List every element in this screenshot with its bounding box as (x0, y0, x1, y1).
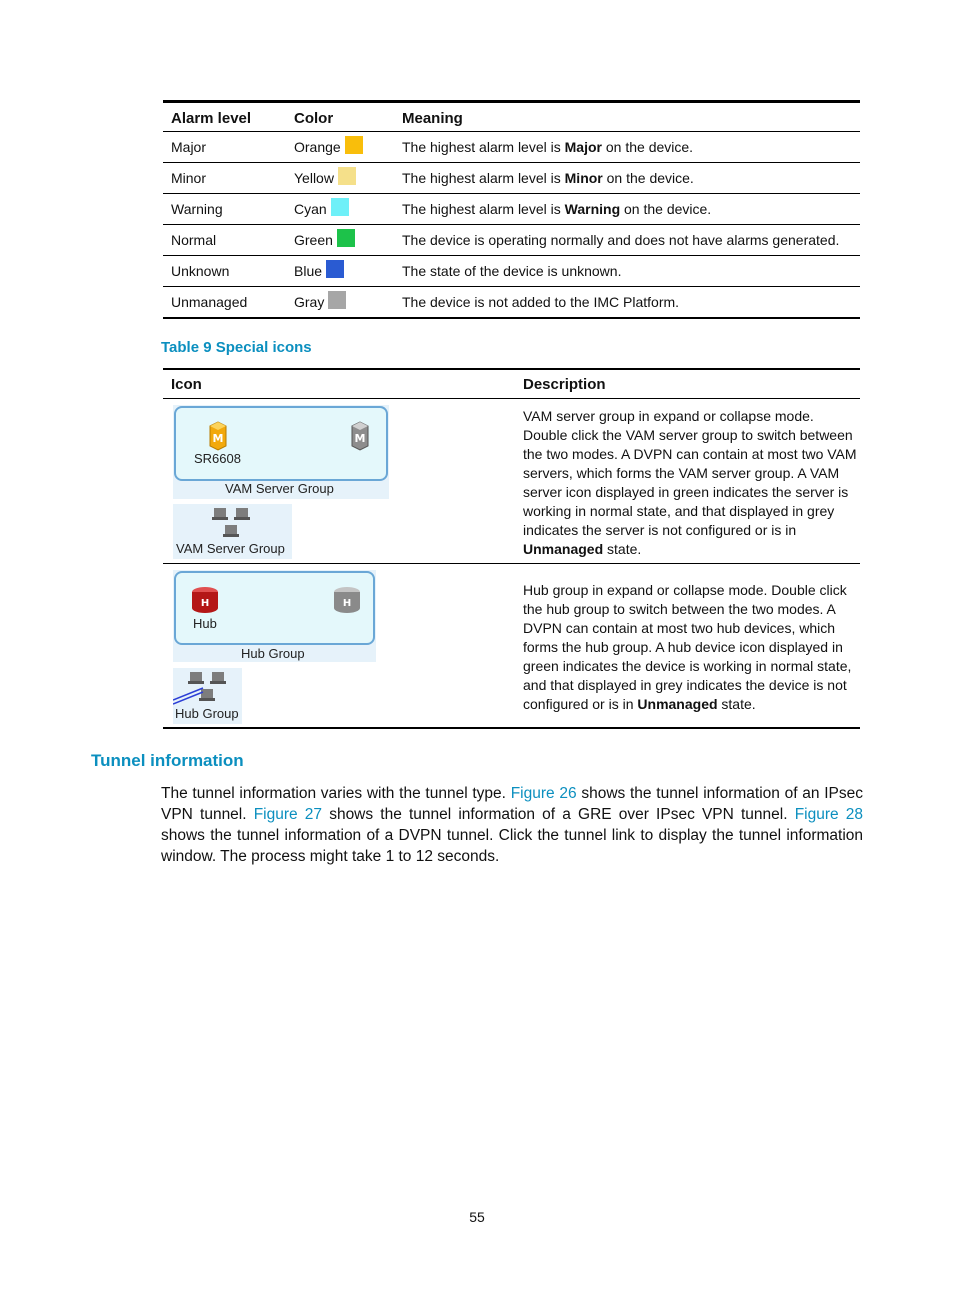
table-row (163, 163, 860, 194)
section-paragraph (161, 783, 863, 867)
vam-device-label: SR6608 (194, 451, 241, 466)
svg-text:H: H (342, 598, 352, 609)
color-name: Gray (294, 294, 325, 310)
green-swatch-icon (337, 229, 355, 247)
hub-description-bold: Unmanaged (637, 696, 718, 712)
meaning-text: The device is not added to the IMC Platform. (402, 294, 680, 310)
color-cell (294, 138, 402, 156)
color-cell (294, 262, 402, 280)
figure-26-link[interactable]: Figure 26 (510, 785, 577, 802)
table-row (163, 132, 860, 163)
table-row (163, 287, 860, 317)
hub-collapsed-devices-icon (173, 670, 233, 706)
hub-description-text: Hub group in expand or collapse mode. Double click the hub group to switch between the two modes. A DVPN can contain at most two hub devices, which forms the hub group. A hub device icon displayed in green indicates the device is working in normal state, and that displayed in grey indicates the device is not configured or is in (523, 582, 852, 712)
meaning-cell (402, 263, 860, 279)
vam-group-label-collapsed: VAM Server Group (176, 541, 285, 556)
svg-text:H: H (200, 598, 210, 609)
meaning-text-end: on the device. (620, 201, 712, 217)
special-icons-table (163, 368, 860, 729)
vam-server-orange-icon (206, 420, 230, 452)
vam-group-label-expanded: VAM Server Group (225, 481, 334, 496)
table-row-hub (163, 563, 860, 727)
meaning-text: The highest alarm level is (402, 139, 565, 155)
alarm-level-table (163, 100, 860, 319)
alarm-table-body (163, 132, 860, 317)
hub-red-icon (190, 585, 220, 615)
color-name: Cyan (294, 201, 327, 217)
figure-28-link[interactable]: Figure 28 (794, 806, 864, 823)
meaning-text: The highest alarm level is (402, 201, 565, 217)
color-cell (294, 231, 402, 249)
hub-description-end: state. (717, 696, 756, 712)
meaning-cell (402, 170, 860, 186)
meaning-cell (402, 294, 860, 310)
hub-icon-cell (163, 564, 523, 727)
vam-description-text: VAM server group in expand or collapse mode. Double click the VAM server group to switch between the two modes. A DVPN can contain at most two VAM servers, which forms the VAM server group. A VAM server icon displayed in green indicates the server is working in normal state, and that displayed in grey indicates the server is not configured or is in (523, 408, 857, 538)
icons-table-header (163, 370, 860, 398)
meaning-cell (402, 232, 860, 248)
meaning-text-end: on the device. (602, 170, 694, 186)
alarm-level-cell: Unmanaged (171, 294, 248, 310)
yellow-swatch-icon (338, 167, 356, 185)
hub-grey-icon (332, 585, 362, 615)
alarm-level-cell: Minor (171, 170, 207, 186)
figure-27-link[interactable]: Figure 27 (253, 806, 323, 823)
meaning-text-end: on the device. (601, 139, 694, 155)
hub-group-label-collapsed: Hub Group (175, 706, 239, 721)
orange-swatch-icon (345, 136, 363, 154)
color-cell (294, 200, 402, 218)
paragraph-text: The tunnel information varies with the tunnel type. (161, 785, 511, 802)
table-bottom-rule (163, 727, 860, 729)
section-title: Tunnel information (91, 751, 244, 770)
vam-server-grey-icon (348, 420, 372, 452)
svg-text:M: M (212, 432, 224, 445)
table-bottom-rule (163, 317, 860, 319)
meaning-bold: Minor (564, 170, 603, 186)
color-name: Orange (294, 139, 341, 155)
color-name: Yellow (294, 170, 334, 186)
table-caption: Table 9 Special icons (161, 339, 312, 356)
hub-group-label-expanded: Hub Group (241, 646, 305, 661)
hub-description (523, 564, 860, 727)
alarm-level-cell: Unknown (171, 263, 230, 279)
meaning-text: The device is operating normally and does not have alarms generated. (402, 232, 840, 248)
table-row (163, 225, 860, 256)
vam-description (523, 399, 860, 563)
color-cell (294, 293, 402, 311)
paragraph-text: shows the tunnel information of a DVPN tunnel. Click the tunnel link to display the tunnel information window. The process might take 1 to 12 seconds. (161, 827, 863, 865)
page-number: 55 (469, 1209, 485, 1225)
meaning-bold: Major (564, 139, 602, 155)
hub-group-collapsed (173, 668, 242, 724)
vam-collapsed-servers-icon (211, 506, 253, 540)
paragraph-text: shows the tunnel information of a GRE over IPsec VPN tunnel. (322, 806, 795, 823)
header-meaning: Meaning (402, 109, 463, 127)
header-description: Description (523, 375, 606, 393)
alarm-level-cell: Warning (171, 201, 223, 217)
vam-group-box (174, 406, 388, 481)
paragraph-text: shows the tunnel information of an IPsec VPN tunnel. (161, 785, 864, 823)
table-row (163, 256, 860, 287)
cyan-swatch-icon (331, 198, 349, 216)
alarm-table-header (163, 103, 860, 131)
vam-icon-cell (163, 399, 523, 563)
hub-device-label: Hub (193, 616, 217, 631)
alarm-level-cell: Normal (171, 232, 217, 248)
meaning-bold: Warning (564, 201, 621, 217)
gray-swatch-icon (328, 291, 346, 309)
color-name: Green (294, 232, 333, 248)
vam-group-collapsed (173, 504, 292, 559)
color-name: Blue (294, 263, 323, 279)
header-icon: Icon (171, 375, 202, 393)
alarm-level-cell: Major (171, 139, 207, 155)
table-row-vam (163, 398, 860, 563)
blue-swatch-icon (326, 260, 344, 278)
hub-group-box (174, 571, 375, 645)
color-cell (294, 169, 402, 187)
meaning-cell (402, 139, 860, 155)
table-row (163, 194, 860, 225)
meaning-text: The state of the device is unknown. (402, 263, 622, 279)
meaning-text: The highest alarm level is (402, 170, 565, 186)
header-color: Color (294, 109, 334, 127)
meaning-cell (402, 201, 860, 217)
header-alarm-level: Alarm level (171, 109, 252, 127)
vam-description-bold: Unmanaged (523, 541, 604, 557)
vam-description-end: state. (603, 541, 642, 557)
svg-text:M: M (354, 432, 366, 445)
